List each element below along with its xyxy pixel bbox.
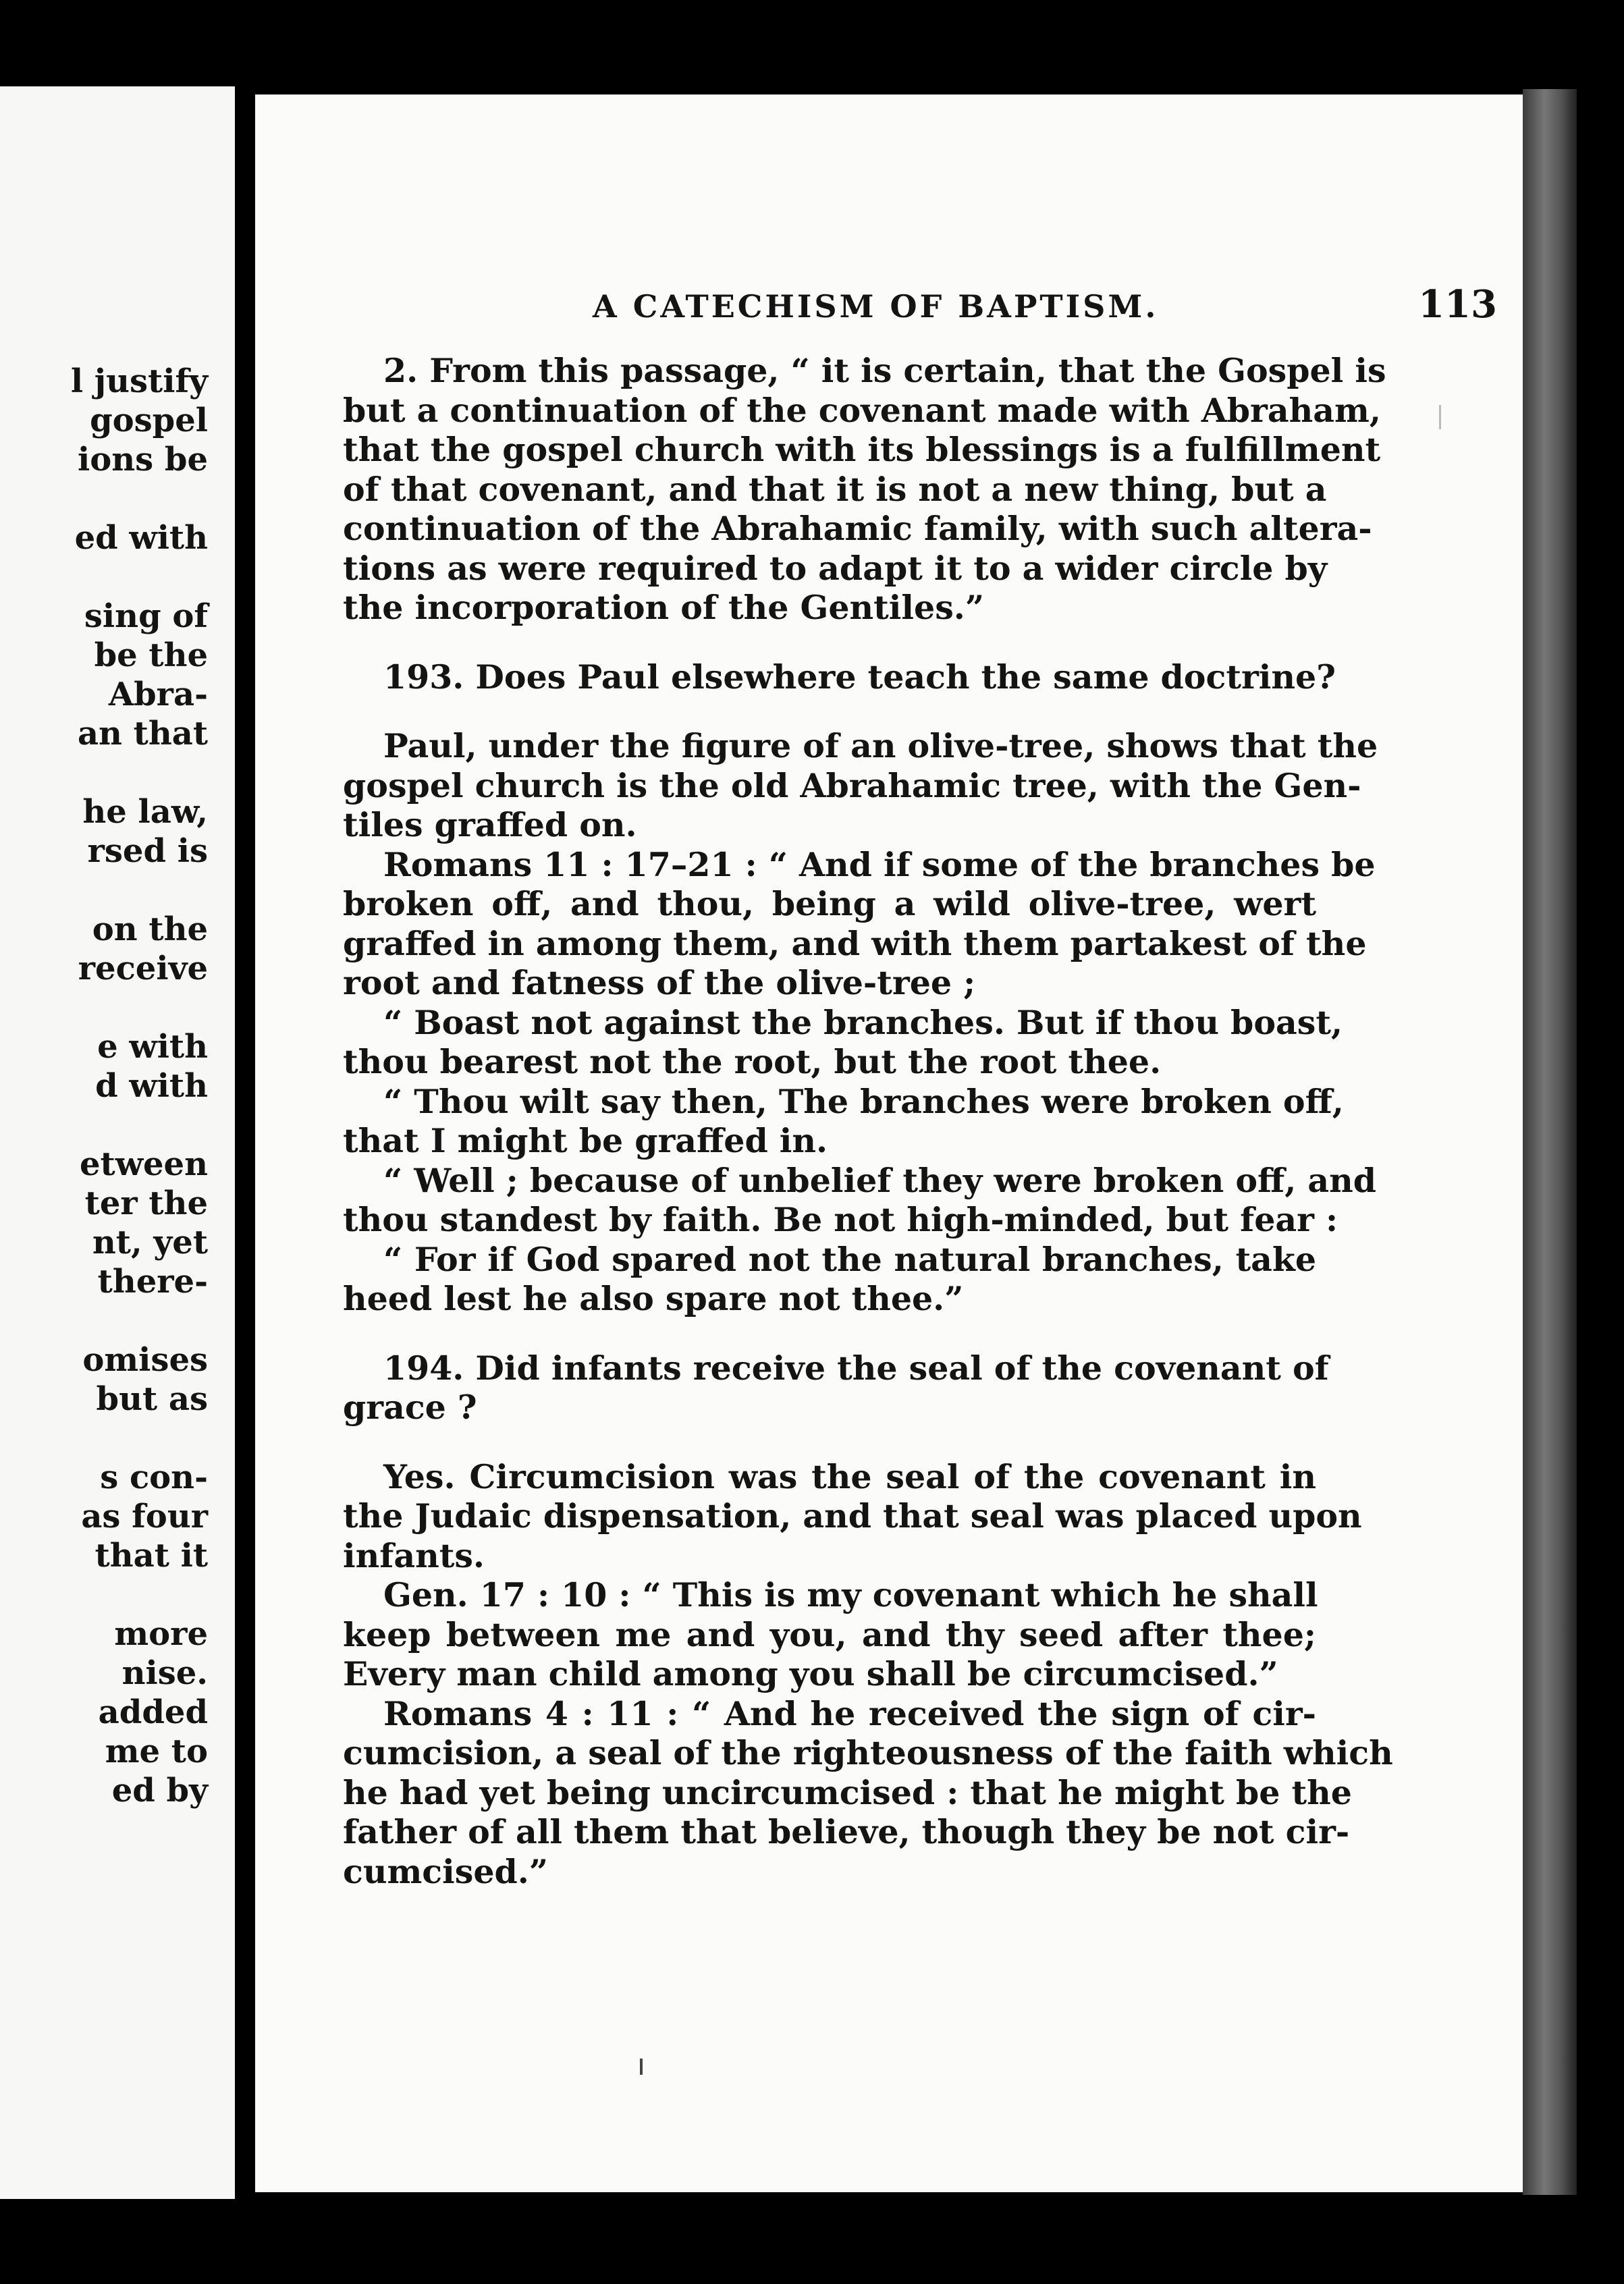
text-line: Romans 4 : 11 : “ And he received the sign of cir- (383, 1693, 1316, 1733)
text-line: infants. (343, 1535, 485, 1575)
facing-line: added (98, 1693, 208, 1731)
question-194-end: grace ? (343, 1388, 477, 1427)
text-line: but a continuation of the covenant made with Abraham, (343, 390, 1381, 430)
text-line: he had yet being uncircumcised : that he might be the (343, 1772, 1352, 1812)
text-line: of that covenant, and that it is not a new thing, but a (343, 469, 1327, 509)
text-line: Paul, under the figure of an olive-tree, shows that the (383, 726, 1378, 765)
facing-line: e with (97, 1028, 208, 1066)
facing-line: etween (79, 1145, 208, 1183)
facing-page-fragment (0, 86, 235, 2199)
text-line: thou bearest not the root, but the root thee. (343, 1042, 1162, 1081)
text-line: broken off, and thou, being a wild olive-tree, wert (343, 884, 1316, 923)
text-line: 2. From this passage, “ it is certain, that the Gospel is (383, 351, 1386, 390)
facing-line: he law, (82, 793, 208, 831)
text-line: continuation of the Abrahamic family, with such altera- (343, 509, 1372, 548)
text-line: keep between me and you, and thy seed after thee; (343, 1614, 1316, 1654)
facing-line: ed with (74, 519, 208, 557)
stray-mark (640, 2059, 643, 2075)
facing-line: omises (82, 1341, 208, 1379)
question-193: 193. Does Paul elsewhere teach the same doctrine? (383, 657, 1336, 697)
facing-line: ter the (84, 1185, 208, 1222)
stray-mark (1439, 405, 1441, 429)
page-number: 113 (1418, 282, 1497, 327)
text-line: Romans 11 : 17–21 : “ And if some of the branches be (383, 844, 1376, 884)
facing-line: ions be (78, 441, 208, 479)
facing-line: Abra- (108, 676, 208, 713)
facing-line: nt, yet (92, 1224, 208, 1261)
facing-line: gospel (90, 402, 208, 439)
text-line: the incorporation of the Gentiles.” (343, 588, 985, 627)
running-title: A CATECHISM OF BAPTISM. (593, 288, 1159, 325)
facing-line: nise. (121, 1654, 208, 1692)
text-line: tions as were required to adapt it to a wider circle by (343, 548, 1328, 588)
text-line: cumcision, a seal of the righteousness of the faith which (343, 1733, 1393, 1772)
text-line: Yes. Circumcision was the seal of the covenant in (383, 1457, 1316, 1496)
text-line: father of all them that believe, though they be not cir- (343, 1812, 1350, 1851)
text-line: “ Well ; because of unbelief they were broken off, and (383, 1160, 1377, 1200)
book-page (255, 94, 1523, 2192)
text-line: root and fatness of the olive-tree ; (343, 963, 976, 1002)
text-line: gospel church is the old Abrahamic tree, with the Gen- (343, 765, 1361, 805)
facing-line: be the (94, 636, 208, 674)
facing-line: on the (92, 910, 208, 948)
facing-line: that it (94, 1537, 208, 1575)
text-line: heed lest he also spare not thee.” (343, 1279, 964, 1318)
page-body (343, 351, 1393, 1891)
facing-line: an that (77, 715, 208, 753)
text-line: cumcised.” (343, 1851, 549, 1891)
book-spine-edge (1523, 89, 1577, 2195)
facing-line: sing of (84, 597, 208, 635)
text-line: “ Boast not against the branches. But if thou boast, (383, 1002, 1343, 1042)
text-line: that I might be graffed in. (343, 1121, 828, 1160)
text-line: thou standest by faith. Be not high-minded, but fear : (343, 1200, 1338, 1239)
text-line: Every man child among you shall be circumcised.” (343, 1654, 1278, 1693)
facing-line: me to (105, 1733, 208, 1770)
facing-line: receive (78, 950, 208, 987)
text-line: Gen. 17 : 10 : “ This is my covenant which he shall (383, 1575, 1318, 1614)
facing-line: d with (95, 1067, 208, 1105)
facing-line: ed by (111, 1772, 208, 1810)
facing-page-text (71, 362, 208, 1810)
facing-line: l justify (70, 362, 208, 400)
running-header (593, 282, 1497, 327)
facing-line: but as (96, 1380, 208, 1418)
facing-line: more (114, 1615, 208, 1653)
facing-line: as four (81, 1498, 208, 1535)
question-194: 194. Did infants receive the seal of the covenant of (383, 1348, 1329, 1388)
facing-line: rsed is (87, 832, 208, 870)
text-line: tiles graffed on. (343, 805, 637, 844)
facing-line: there- (97, 1263, 208, 1301)
text-line: the Judaic dispensation, and that seal was placed upon (343, 1496, 1362, 1535)
text-line: that the gospel church with its blessings is a fulfillment (343, 430, 1381, 469)
facing-line: s con- (100, 1459, 208, 1496)
text-line: graffed in among them, and with them partakest of the (343, 923, 1367, 963)
text-line: “ Thou wilt say then, The branches were broken off, (383, 1081, 1344, 1121)
text-line: “ For if God spared not the natural branches, take (383, 1239, 1316, 1279)
